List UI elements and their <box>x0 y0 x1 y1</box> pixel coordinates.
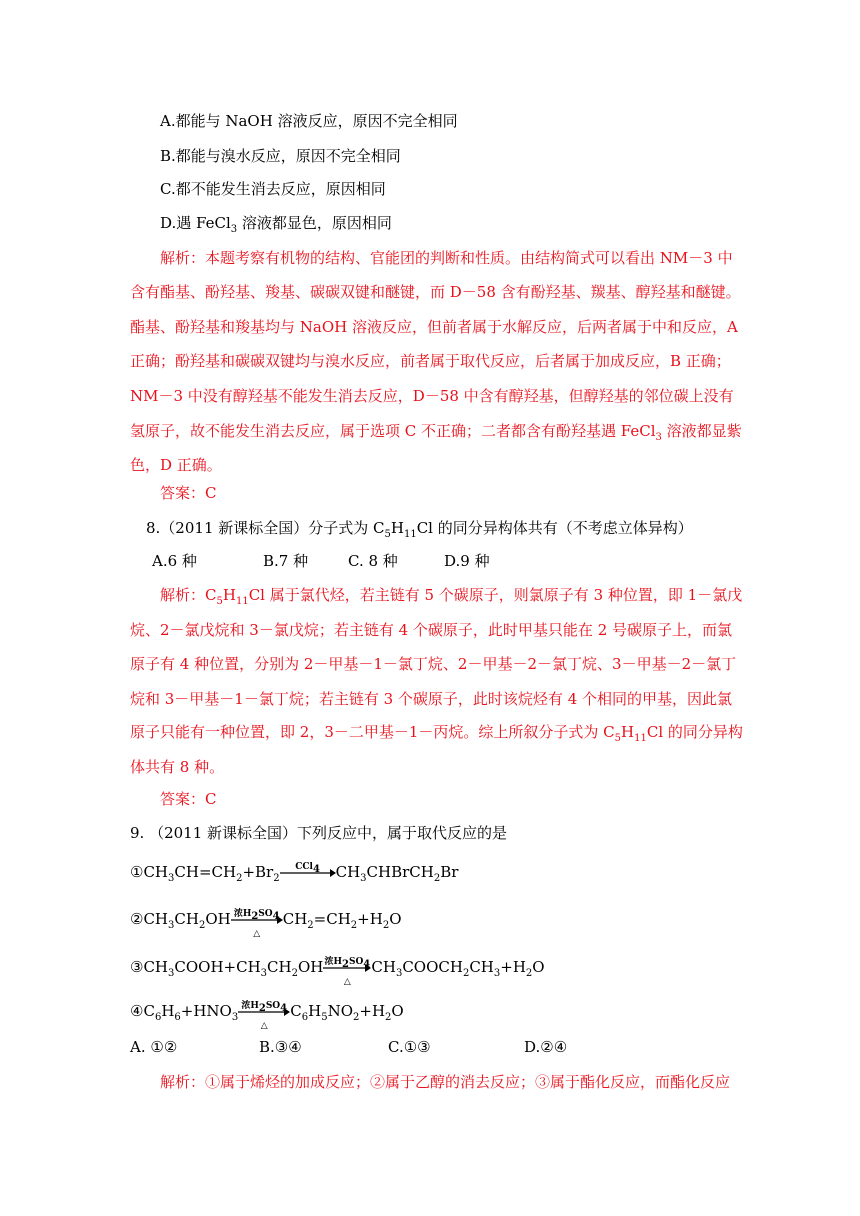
q8-option-c: C. 8 种 <box>348 552 398 570</box>
q8-option-a: A.6 种 <box>152 552 197 570</box>
q8-analysis-line: 原子只能有一种位置，即 2，3－二甲基－1－丙烷。综上所叙分子式为 $C_5H_{11}Cl$ 的同分异构 <box>130 723 743 744</box>
reaction-condition-heat: △ <box>253 929 261 939</box>
q7-analysis-line: 解析：本题考察有机物的结构、官能团的判断和性质。由结构简式可以看出 NM－3 中 <box>160 249 733 267</box>
reaction-arrow <box>323 957 371 987</box>
reaction-right: $CH_3CHBrCH_2Br$ <box>335 863 459 884</box>
q9-reaction-4 <box>130 1001 404 1031</box>
reaction-right: $CH_3COOCH_2CH_3+H_2O$ <box>371 958 545 979</box>
q8-option-d: D.9 种 <box>444 552 490 570</box>
q9-reaction-2 <box>130 909 402 939</box>
reaction-left: $②CH_3CH_2OH$ <box>130 910 231 931</box>
q7-analysis-line: 正确；酚羟基和碳碳双键均与溴水反应，前者属于取代反应，后者属于加成反应，B 正确； <box>130 352 731 370</box>
reaction-condition: CCl$_4$ <box>295 862 320 875</box>
reaction-condition: 浓$H_2SO_4$ <box>241 1001 288 1014</box>
q9-option-b: B.③④ <box>259 1038 302 1056</box>
reaction-condition: 浓$H_2SO_4$ <box>324 957 371 970</box>
q8-analysis-line: 原子有 4 种位置，分别为 2－甲基－1－氯丁烷、2－甲基－2－氯丁烷、3－甲基－2－氯丁 <box>130 655 737 673</box>
q9-option-c: C.①③ <box>388 1038 431 1056</box>
reaction-right: $C_6H_5NO_2+H_2O$ <box>290 1002 404 1023</box>
reaction-arrow <box>238 1001 290 1031</box>
q9-option-a: A. ①② <box>130 1038 178 1056</box>
reaction-left: $③CH_3COOH+CH_3CH_2OH$ <box>130 958 324 979</box>
q7-option-c: C.都不能发生消去反应，原因相同 <box>160 180 386 198</box>
q7-analysis-line: 氢原子，故不能发生消去反应，属于选项 C 不正确；二者都含有酚羟基遇 FeCl$_3$ 溶液都显紫 <box>130 422 742 443</box>
q7-analysis-line: 酯基、酚羟基和羧基均与 NaOH 溶液反应，但前者属于水解反应，后两者属于中和反应，A <box>130 318 738 336</box>
q8-analysis-line: 烷和 3－甲基－1－氯丁烷；若主链有 3 个碳原子，此时该烷烃有 4 个相同的甲基，因此氯 <box>130 690 733 708</box>
q7-option-a: A.都能与 NaOH 溶液反应，原因不完全相同 <box>160 112 458 130</box>
q7-option-b: B.都能与溴水反应，原因不完全相同 <box>160 147 401 165</box>
q8-analysis-line: 烷、2－氯戊烷和 3－氯戊烷；若主链有 4 个碳原子，此时甲基只能在 2 号碳原子上，而氯 <box>130 621 733 639</box>
reaction-left: $①CH_3CH=CH_2+Br_2$ <box>130 863 280 884</box>
q8-analysis-line: 解析：$C_5H_{11}Cl$ 属于氯代烃，若主链有 5 个碳原子，则氯原子有 3 种位置，即 1－氯戊 <box>160 586 743 607</box>
q8-option-b: B.7 种 <box>263 552 309 570</box>
q7-analysis-line: NM－3 中没有醇羟基不能发生消去反应，D－58 中含有醇羟基，但醇羟基的邻位碳上没有 <box>130 387 734 405</box>
reaction-condition: 浓$H_2SO_4$ <box>233 909 280 922</box>
q7-analysis-line: 色，D 正确。 <box>130 456 222 474</box>
q8-analysis-line: 体共有 8 种。 <box>130 758 225 776</box>
q7-analysis-line: 含有酯基、酚羟基、羧基、碳碳双键和醚键，而 D－58 含有酚羟基、羰基、醇羟基和醚键。 <box>130 283 741 301</box>
q9-analysis-line: 解析：①属于烯烃的加成反应；②属于乙醇的消去反应；③属于酯化反应，而酯化反应 <box>160 1073 731 1091</box>
q8-answer: 答案：C <box>160 790 217 808</box>
reaction-right: $CH_2=CH_2+H_2O$ <box>282 910 402 931</box>
reaction-condition-heat: △ <box>343 977 351 987</box>
q8-stem: 8.（2011 新课标全国）分子式为 $C_5H_{11}Cl$ 的同分异构体共有（不考虑立体异构） <box>146 519 693 540</box>
q7-answer: 答案：C <box>160 484 217 502</box>
q9-option-d: D.②④ <box>524 1038 568 1056</box>
q9-reaction-3 <box>130 957 545 987</box>
reaction-condition-heat: △ <box>260 1021 268 1031</box>
q7-option-d: D.遇 FeCl$_3$ 溶液都显色，原因相同 <box>160 214 392 235</box>
reaction-arrow <box>280 863 336 883</box>
q9-reaction-1 <box>130 862 458 883</box>
reaction-arrow <box>231 909 283 939</box>
q9-stem: 9. （2011 新课标全国）下列反应中，属于取代反应的是 <box>130 824 508 842</box>
reaction-left: $④C_6H_6+HNO_3$ <box>130 1002 239 1023</box>
